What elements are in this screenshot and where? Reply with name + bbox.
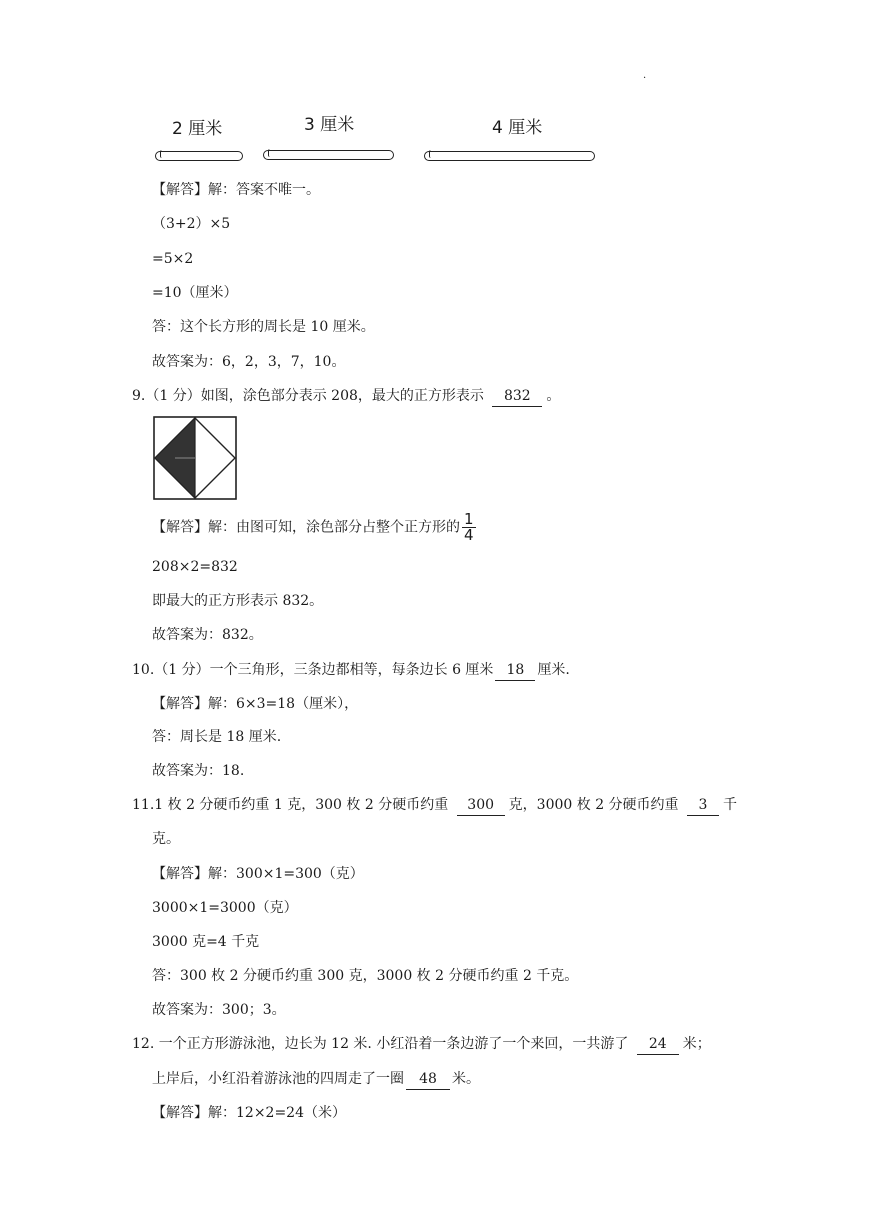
- q11-final: 故答案为：300；3。: [152, 1002, 286, 1018]
- fraction-denominator: 4: [464, 526, 474, 544]
- q9-jieda: 【解答】解：由图可知，涂色部分占整个正方形的: [152, 519, 460, 536]
- q10-suffix: 厘米.: [537, 662, 570, 678]
- q9-suffix: 。: [546, 388, 561, 404]
- q8-step1: （3+2）×5: [152, 216, 231, 232]
- q9-step1: 208×2=832: [152, 559, 238, 575]
- q9-jieda-line: [152, 512, 476, 548]
- q12-line2-prefix: 上岸后，小红沿着游泳池的四周走了一圈: [152, 1071, 404, 1087]
- stick-2cm: [155, 151, 243, 161]
- q11-prefix: 11.1 枚 2 分硬币约重 1 克，300 枚 2 分硬币约重: [132, 797, 453, 813]
- q10-answer: 答：周长是 18 厘米.: [152, 729, 282, 745]
- q11-blank1: 300: [457, 795, 505, 816]
- q11-step1: 3000×1=3000（克）: [152, 900, 298, 916]
- q12-suffix2: 米。: [452, 1071, 480, 1087]
- q9-prefix: 9.（1 分）如图，涂色部分表示 208，最大的正方形表示: [132, 388, 489, 404]
- q10-final: 故答案为：18.: [152, 763, 245, 779]
- q10-question: [132, 660, 570, 681]
- q11-answer: 答：300 枚 2 分硬币约重 300 克，3000 枚 2 分硬币约重 2 千克。: [152, 968, 579, 984]
- fraction-numerator: 1: [464, 510, 474, 528]
- stick-4cm: [424, 151, 595, 161]
- q8-step2: =5×2: [152, 251, 194, 267]
- q9-blank: 832: [492, 386, 542, 407]
- stick-label-2cm: 2 厘米: [172, 119, 223, 139]
- q10-blank: 18: [495, 660, 535, 681]
- q12-blank2: 48: [406, 1069, 450, 1090]
- q11-line2: 克。: [152, 831, 180, 847]
- q12-prefix: 12. 一个正方形游泳池，边长为 12 米. 小红沿着一条边游了一个来回，一共游了: [132, 1036, 633, 1052]
- stick-label-4cm: 4 厘米: [492, 118, 543, 138]
- page-dot: .: [643, 70, 647, 81]
- q11-question: [132, 795, 737, 816]
- q11-step2: 3000 克=4 千克: [152, 934, 260, 950]
- q8-step3: =10（厘米）: [152, 285, 238, 301]
- q11-jieda: 【解答】解：300×1=300（克）: [152, 866, 364, 882]
- q12-question: [132, 1034, 711, 1055]
- stick-3cm: [263, 150, 394, 160]
- q9-step2: 即最大的正方形表示 832。: [152, 593, 324, 609]
- q8-jieda: 【解答】解：答案不唯一。: [152, 182, 320, 198]
- q9-final: 故答案为：832。: [152, 627, 263, 643]
- quarter-fraction: [462, 512, 476, 543]
- q10-prefix: 10.（1 分）一个三角形，三条边都相等，每条边长 6 厘米: [132, 662, 494, 678]
- q8-final: 故答案为：6，2，3，7，10。: [152, 354, 346, 370]
- q12-blank1: 24: [637, 1034, 679, 1055]
- square-diagram: [153, 416, 237, 500]
- q11-mid: 克，3000 枚 2 分硬币约重: [508, 797, 684, 813]
- q9-question: [132, 386, 560, 407]
- q11-suffix: 千: [723, 797, 738, 813]
- stick-label-3cm: 3 厘米: [304, 115, 355, 135]
- q10-jieda: 【解答】解：6×3=18（厘米），: [152, 696, 359, 712]
- q11-blank2: 3: [687, 795, 719, 816]
- q12-jieda: 【解答】解：12×2=24（米）: [152, 1105, 346, 1121]
- q12-suffix1: 米；: [682, 1036, 711, 1052]
- q12-line2: [152, 1069, 480, 1090]
- q8-answer: 答：这个长方形的周长是 10 厘米。: [152, 319, 375, 335]
